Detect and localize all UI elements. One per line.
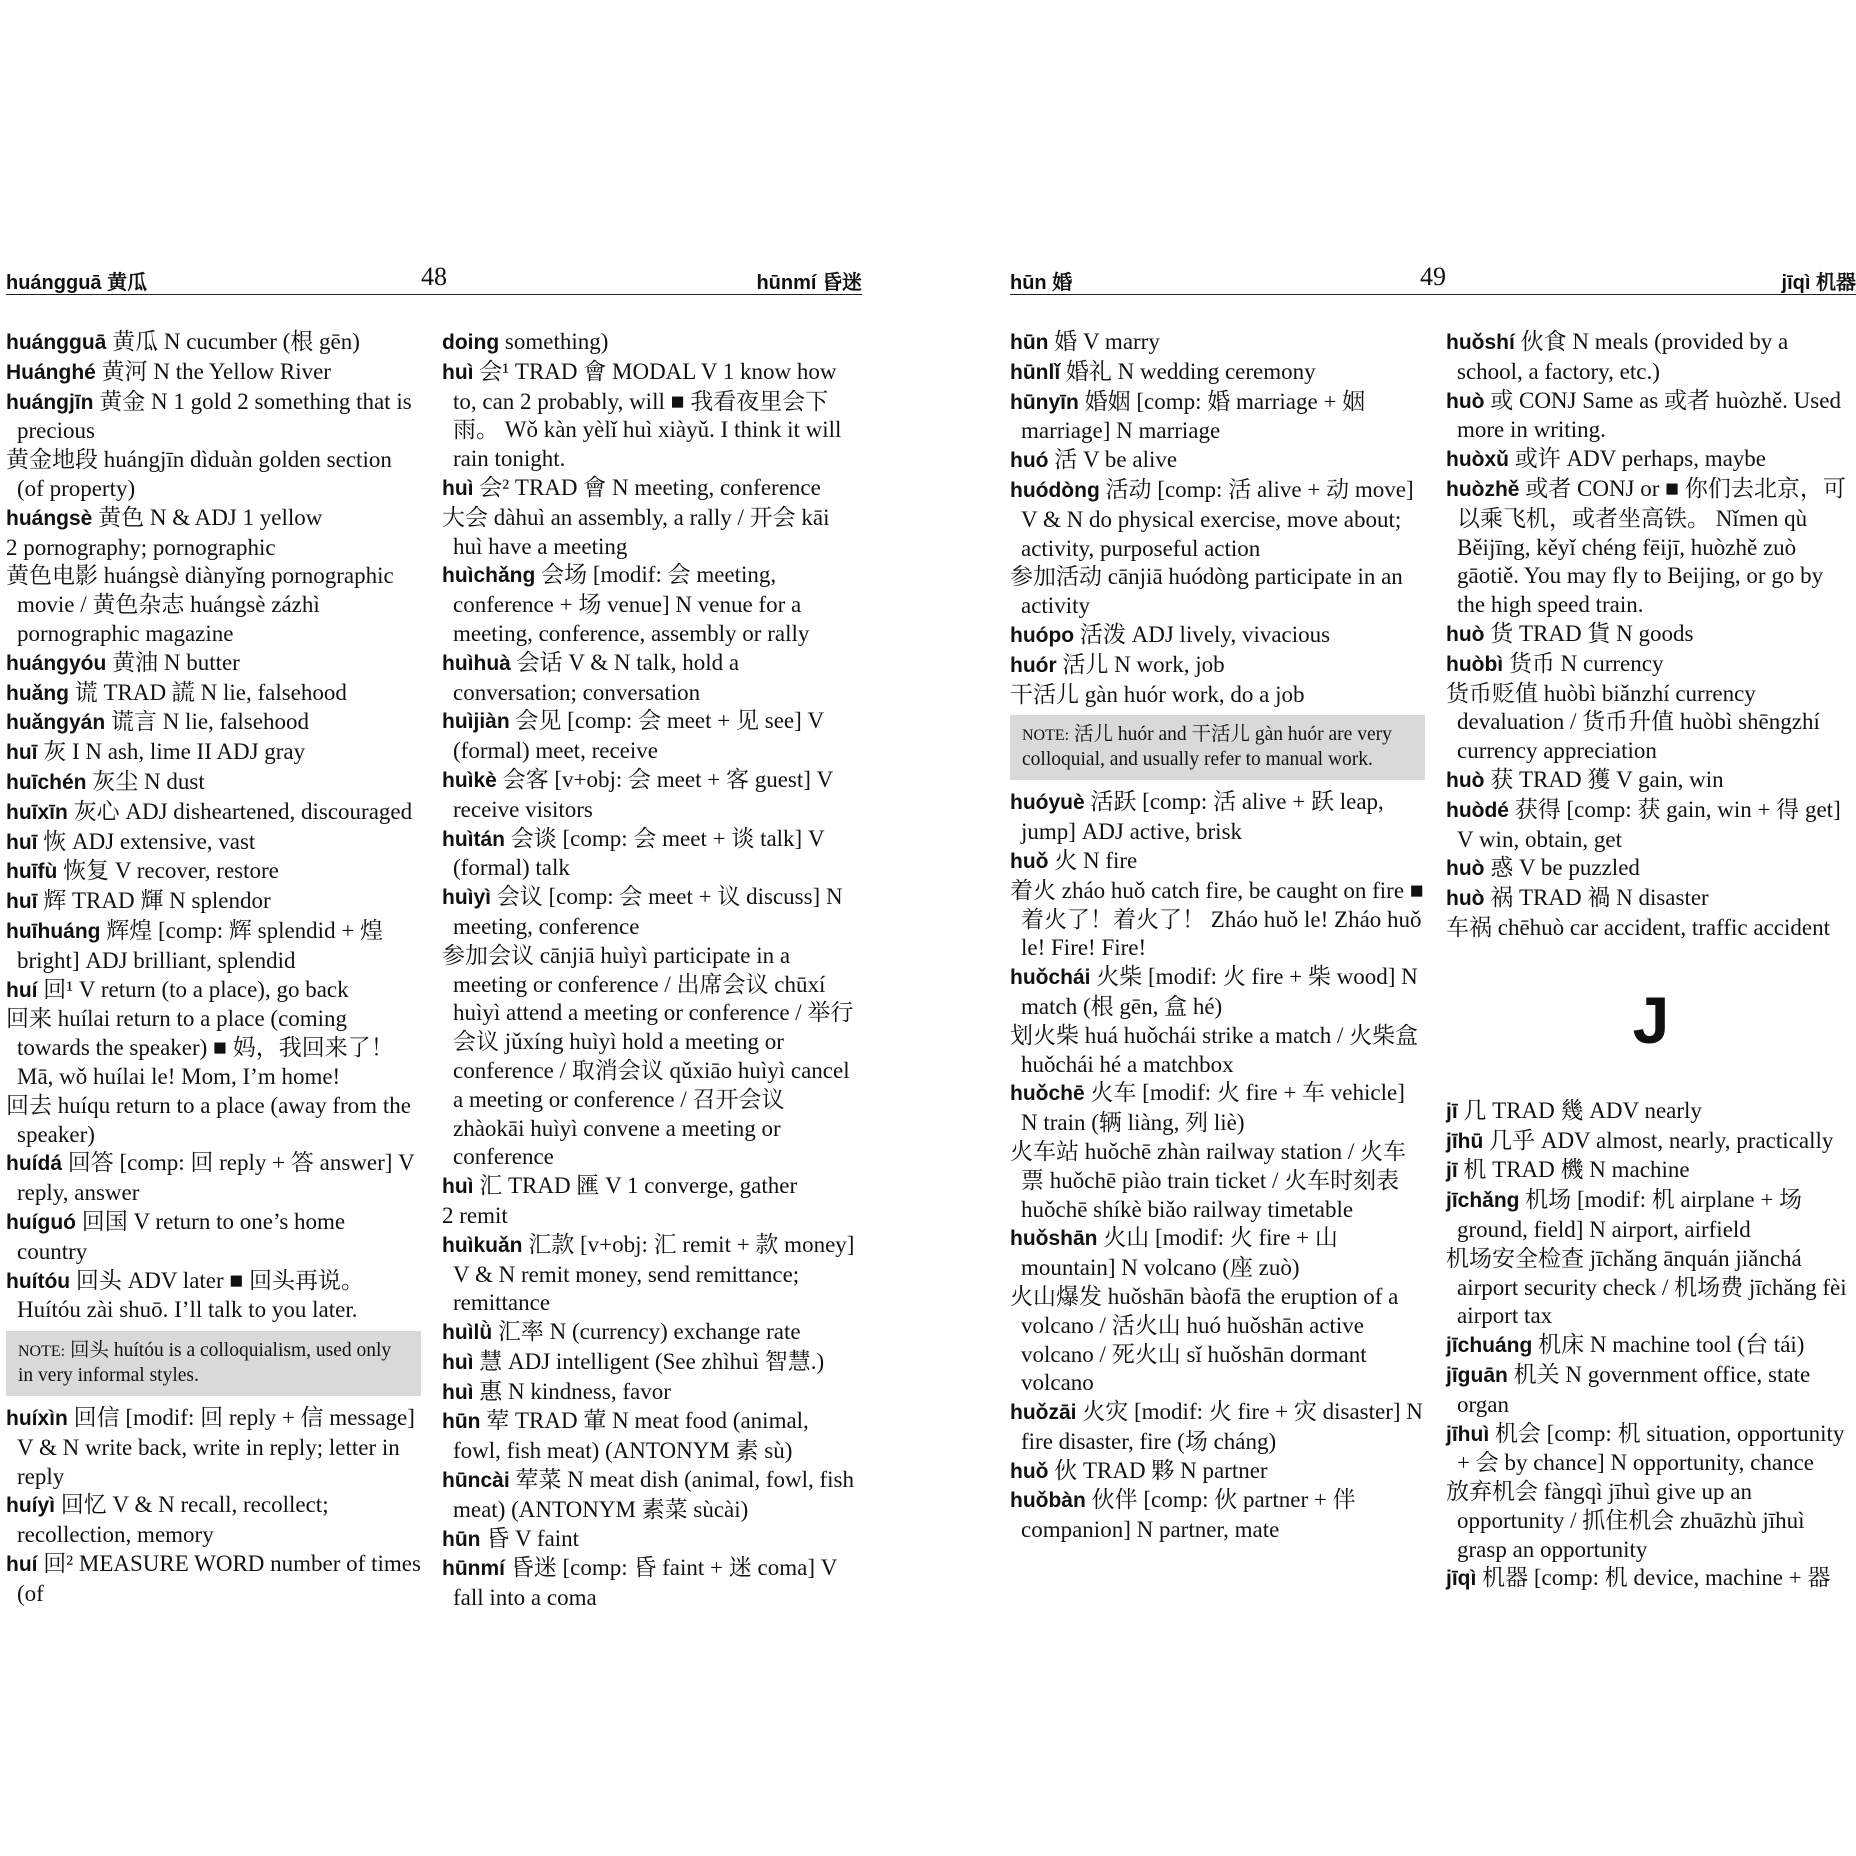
dictionary-entry: huángguā 黄瓜 N cucumber (根 gēn)	[6, 329, 360, 354]
dictionary-entry: huìlǜ 汇率 N (currency) exchange rate	[442, 1319, 801, 1345]
dictionary-entry: jīguān 机关 N government office, state organ	[1446, 1361, 1811, 1417]
dictionary-entry: huǎng 谎 TRAD 謊 N lie, falsehood	[6, 679, 347, 705]
dictionary-entry: huòdé 获得 [comp: 获 gain, win + 得 get] V win, obtain, get	[1446, 796, 1841, 852]
dictionary-entry: huódòng 活动 [comp: 活 alive + 动 move] V & N do physical exercise, move about; activity, purposeful action	[1010, 476, 1414, 561]
dictionary-entry: huò 获 TRAD 獲 V gain, win	[1446, 766, 1724, 792]
dictionary-entry: huǒshí 伙食 N meals (provided by a school, a factory, etc.)	[1446, 329, 1789, 384]
dictionary-entry: huī 辉 TRAD 輝 N splendor	[6, 888, 271, 914]
dictionary-entry: 2 pornography; pornographic	[6, 534, 276, 560]
dictionary-entry: huìchǎng 会场 [modif: 会 meeting, conference + 场 venue] N venue for a meeting, conference, assembly or rally	[442, 562, 810, 646]
dictionary-entry: huí 回¹ V return (to a place), go back	[6, 976, 349, 1002]
dictionary-entry: huòzhě 或者 CONJ or ■ 你们去北京，可以乘飞机，或者坐高铁。 Nǐmen qù Běijīng, kěyǐ chéng fēijī, huòzhě zuò gāotiě. You may fly to Beijing, or go by the high speed train.	[1446, 475, 1846, 618]
header-last-word: hūnmí 昏迷	[756, 272, 862, 294]
dictionary-entry: jīchuáng 机床 N machine tool (台 tái)	[1446, 1332, 1805, 1358]
dictionary-entry: huǒshān 火山 [modif: 火 fire + 山 mountain] N volcano (座 zuò)	[1010, 1225, 1338, 1281]
dictionary-entry: hūn 婚 V marry	[1010, 329, 1160, 354]
right-page	[1010, 262, 1856, 1591]
dictionary-entry: huò 祸 TRAD 禍 N disaster	[1446, 885, 1709, 911]
dictionary-entry: 车祸 chēhuò car accident, traffic accident	[1446, 914, 1830, 940]
dictionary-entry: huì 汇 TRAD 匯 V 1 converge, gather	[442, 1173, 798, 1199]
dictionary-entry: 参加会议 cānjiā huìyì participate in a meeting or conference / 出席会议 chūxí huìyì attend a meeting or conference / 举行会议 jǔxíng huìyì hold a meeting or conference / 取消会议 qǔxiāo huìyì cancel a meeting or conference / 召开会议 zhàokāi huìyì convene a meeting or conference	[442, 942, 854, 1170]
dictionary-entry: huángyóu 黄油 N butter	[6, 649, 240, 675]
dictionary-entry: 2 remit	[442, 1202, 508, 1228]
dictionary-entry: jīchǎng 机场 [modif: 机 airplane + 场 ground, field] N airport, airfield	[1446, 1187, 1803, 1242]
dictionary-entry: 回去 huíqu return to a place (away from the speaker)	[6, 1092, 411, 1147]
note-text: 活儿 huór and 干活儿 gàn huór are very colloquial, and usually refer to manual work.	[1022, 724, 1392, 771]
dictionary-entry: jī 机 TRAD 機 N machine	[1446, 1157, 1690, 1183]
dictionary-entry: huīchén 灰尘 N dust	[6, 768, 205, 794]
dictionary-entry: 划火柴 huá huǒchái strike a match / 火柴盒 huǒchái hé a matchbox	[1010, 1022, 1419, 1077]
dictionary-entry: 黄色电影 huángsè diànyǐng pornographic movie / 黄色杂志 huángsè zázhì pornographic magazine	[6, 563, 394, 646]
dictionary-entry: 火山爆发 huǒshān bàofā the eruption of a volcano / 活火山 huó huǒshān active volcano / 死火山 sǐ huǒshān dormant volcano	[1010, 1283, 1399, 1396]
dictionary-entry: huǒchái 火柴 [modif: 火 fire + 柴 wood] N match (根 gēn, 盒 hé)	[1010, 964, 1418, 1019]
section-letter: J	[1632, 982, 1670, 1057]
dictionary-entry: huìjiàn 会见 [comp: 会 meet + 见 see] V (formal) meet, receive	[442, 708, 824, 764]
dictionary-entry: huìkè 会客 [v+obj: 会 meet + 客 guest] V receive visitors	[442, 766, 833, 822]
dictionary-entry: huòxǔ 或许 ADV perhaps, maybe	[1446, 446, 1766, 472]
dictionary-entry: hūncài 荤菜 N meat dish (animal, fowl, fish meat) (ANTONYM 素菜 sùcài)	[442, 1467, 854, 1522]
dictionary-entry: huì 会² TRAD 會 N meeting, conference	[442, 474, 821, 500]
dictionary-entry: huí 回² MEASURE WORD number of times (of	[6, 1551, 421, 1606]
dictionary-entry: huò 或 CONJ Same as 或者 huòzhě. Used more in writing.	[1446, 387, 1841, 443]
dictionary-entry: huóyuè 活跃 [comp: 活 alive + 跃 leap, jump] ADJ active, brisk	[1010, 789, 1384, 845]
dictionary-entry: 火车站 huǒchē zhàn railway station / 火车票 huǒchē piào train ticket / 火车时刻表 huǒchē shíkè biǎo railway timetable	[1010, 1138, 1407, 1222]
usage-note	[6, 1331, 421, 1396]
dictionary-entry: huìhuà 会话 V & N talk, hold a conversation; conversation	[442, 649, 740, 705]
dictionary-entry: huǒbàn 伙伴 [comp: 伙 partner + 伴 companion] N partner, mate	[1010, 1487, 1356, 1543]
dictionary-entry: huì 慧 ADJ intelligent (See zhìhuì 智慧.)	[442, 1348, 825, 1374]
dictionary-entry: huǎngyán 谎言 N lie, falsehood	[6, 709, 309, 735]
dictionary-entry: 货币贬值 huòbì biǎnzhí currency devaluation / 货币升值 huòbì shēngzhí currency appreciation	[1446, 680, 1820, 764]
dictionary-entry: huídá 回答 [comp: 回 reply + 答 answer] V reply, answer	[6, 1150, 415, 1206]
dictionary-entry: huíyì 回忆 V & N recall, recollect; recollection, memory	[6, 1492, 329, 1548]
dictionary-entry: huì 惠 N kindness, favor	[442, 1378, 671, 1404]
dictionary-entry: huī 灰 I N ash, lime II ADJ gray	[6, 739, 306, 765]
dictionary-entry: huī 恢 ADJ extensive, vast	[6, 828, 256, 854]
dictionary-entry: 回来 huílai return to a place (coming towards the speaker) ■ 妈，我回来了！ Mā, wǒ huílai le! Mom, I’m home!	[6, 1006, 394, 1089]
dictionary-entry: huīhuáng 辉煌 [comp: 辉 splendid + 煌 bright] ADJ brilliant, splendid	[6, 917, 384, 973]
dictionary-entry: huǒchē 火车 [modif: 火 fire + 车 vehicle] N train (辆 liàng, 列 liè)	[1010, 1080, 1405, 1136]
page-header	[1010, 262, 1856, 295]
dictionary-entry: 干活儿 gàn huór work, do a job	[1010, 681, 1305, 707]
dictionary-entry: 着火 zháo huǒ catch fire, be caught on fire ■ 着火了！着火了！ Zháo huǒ le! Zháo huǒ le! Fire! Fire!	[1010, 877, 1424, 961]
dictionary-entry: huǒzāi 火灾 [modif: 火 fire + 灾 disaster] N fire disaster, fire (场 cháng)	[1010, 1399, 1423, 1454]
dictionary-column	[442, 328, 857, 1613]
dictionary-entry: huìyì 会议 [comp: 会 meet + 议 discuss] N meeting, conference	[442, 884, 843, 939]
dictionary-entry: 放弃机会 fàngqì jīhuì give up an opportunity / 抓住机会 zhuāzhù jīhuì grasp an opportunity	[1446, 1479, 1805, 1562]
dictionary-entry: huò 货 TRAD 貨 N goods	[1446, 620, 1694, 646]
dictionary-entry: huǒ 火 N fire	[1010, 847, 1138, 873]
dictionary-entry: hūnyīn 婚姻 [comp: 婚 marriage + 姻 marriage] N marriage	[1010, 388, 1366, 444]
page-number: 49	[1420, 262, 1446, 291]
dictionary-entry: hūn 荤 TRAD 葷 N meat food (animal, fowl, fish meat) (ANTONYM 素 sù)	[442, 1408, 809, 1464]
dictionary-entry: huīxīn 灰心 ADJ disheartened, discouraged	[6, 798, 413, 824]
dictionary-entry: huīfù 恢复 V recover, restore	[6, 858, 279, 884]
dictionary-entry: huíguó 回国 V return to one’s home country	[6, 1208, 346, 1264]
dictionary-entry: 机场安全检查 jīchǎng ānquán jiǎnchá airport security check / 机场费 jīchǎng fèi airport tax	[1446, 1245, 1847, 1329]
dictionary-column	[1010, 328, 1425, 1545]
dictionary-entry: huópo 活泼 ADJ lively, vivacious	[1010, 621, 1331, 647]
dictionary-entry: huángjīn 黄金 N 1 gold 2 something that is precious	[6, 388, 412, 444]
dictionary-entry: 大会 dàhuì an assembly, a rally / 开会 kāi huì have a meeting	[442, 504, 830, 559]
note-label: NOTE:	[18, 1343, 66, 1361]
dictionary-entry: huíxìn 回信 [modif: 回 reply + 信 message] V & N write back, write in reply; letter in reply	[6, 1405, 415, 1489]
dictionary-column	[6, 328, 421, 1609]
dictionary-entry: Huánghé 黄河 N the Yellow River	[6, 358, 331, 384]
header-last-word: jīqì 机器	[1781, 272, 1856, 294]
dictionary-entry: huì 会¹ TRAD 會 MODAL V 1 know how to, can 2 probably, will ■ 我看夜里会下雨。 Wǒ kàn yèlǐ huì xiàyǔ. I think it will rain tonight.	[442, 358, 842, 472]
dictionary-entry: jīhū 几乎 ADV almost, nearly, practically	[1446, 1127, 1834, 1153]
dictionary-entry: huítóu 回头 ADV later ■ 回头再说。 Huítóu zài shuō. I’ll talk to you later.	[6, 1267, 365, 1323]
left-page	[6, 262, 862, 1611]
dictionary-entry: jī 几 TRAD 幾 ADV nearly	[1446, 1097, 1702, 1123]
header-first-word: huángguā 黄瓜	[6, 272, 148, 294]
dictionary-entry: huìtán 会谈 [comp: 会 meet + 谈 talk] V (formal) talk	[442, 825, 825, 881]
page-number: 48	[421, 262, 447, 291]
dictionary-entry: huìkuǎn 汇款 [v+obj: 汇 remit + 款 money] V & N remit money, send remittance; remittance	[442, 1231, 855, 1316]
dictionary-entry: huó 活 V be alive	[1010, 447, 1178, 473]
usage-note	[1010, 715, 1425, 780]
page-header	[6, 262, 862, 295]
dictionary-entry: doing something)	[442, 329, 609, 354]
dictionary-entry: huǒ 伙 TRAD 夥 N partner	[1010, 1457, 1268, 1483]
dictionary-entry: 参加活动 cānjiā huódòng participate in an activity	[1010, 564, 1403, 619]
dictionary-entry: jīqì 机器 [comp: 机 device, machine + 器	[1446, 1565, 1831, 1591]
header-first-word: hūn 婚	[1010, 272, 1073, 294]
note-text: 回头 huítóu is a colloquialism, used only in very informal styles.	[18, 1340, 392, 1387]
note-label: NOTE:	[1022, 727, 1070, 745]
dictionary-entry: huángsè 黄色 N & ADJ 1 yellow	[6, 504, 323, 530]
dictionary-entry: hūnmí 昏迷 [comp: 昏 faint + 迷 coma] V fall into a coma	[442, 1555, 837, 1611]
dictionary-entry: jīhuì 机会 [comp: 机 situation, opportunity + 会 by chance] N opportunity, chance	[1446, 1420, 1845, 1476]
dictionary-entry: hūn 昏 V faint	[442, 1525, 580, 1551]
dictionary-column	[1446, 328, 1856, 1594]
dictionary-entry: huò 惑 V be puzzled	[1446, 855, 1640, 881]
dictionary-entry: huór 活儿 N work, job	[1010, 651, 1225, 677]
dictionary-entry: 黄金地段 huángjīn dìduàn golden section (of property)	[6, 447, 392, 501]
dictionary-entry: huòbì 货币 N currency	[1446, 650, 1664, 676]
dictionary-entry: hūnlǐ 婚礼 N wedding ceremony	[1010, 358, 1316, 384]
